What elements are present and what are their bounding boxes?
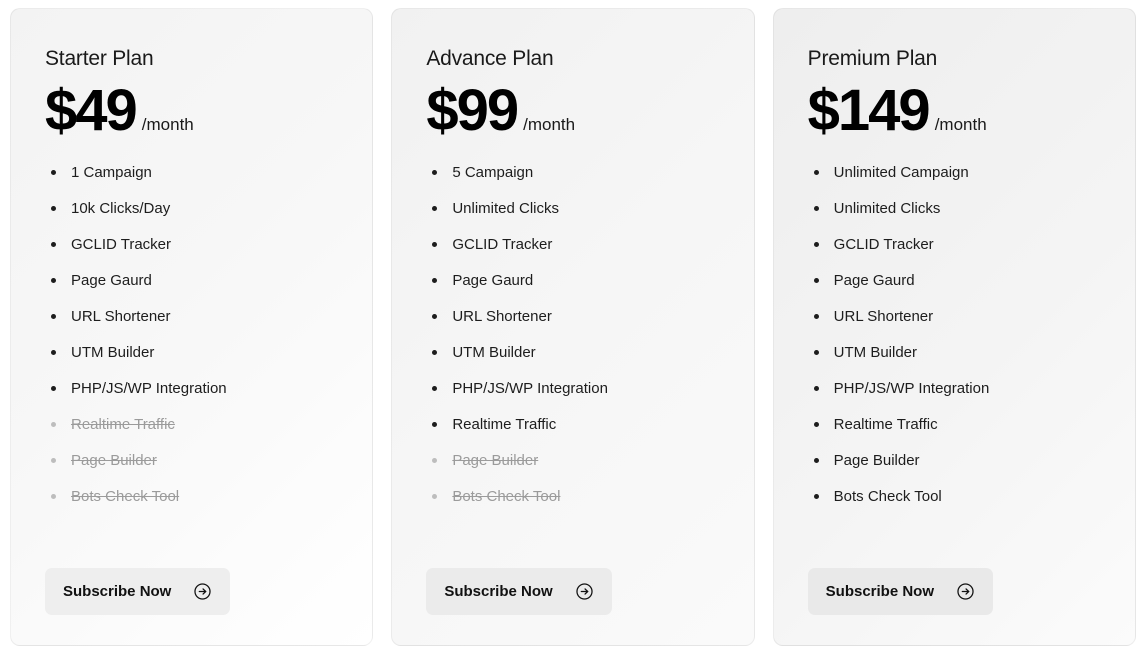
subscribe-button[interactable] xyxy=(45,568,230,615)
price-period: /month xyxy=(523,115,576,134)
feature-list xyxy=(808,164,1101,554)
feature-item: Unlimited Clicks xyxy=(426,200,719,218)
feature-item: Realtime Traffic xyxy=(426,416,719,434)
feature-item: PHP/JS/WP Integration xyxy=(45,380,338,398)
feature-list xyxy=(426,164,719,554)
feature-list xyxy=(45,164,338,554)
plan-price xyxy=(45,78,338,143)
feature-item-disabled: Page Builder xyxy=(426,452,719,470)
price-amount: $149 xyxy=(807,78,929,143)
feature-item: Realtime Traffic xyxy=(808,416,1101,434)
plan-name: Starter Plan xyxy=(45,47,154,70)
feature-item: URL Shortener xyxy=(426,308,719,326)
feature-item-disabled: Bots Check Tool xyxy=(426,488,719,506)
feature-item-disabled: Bots Check Tool xyxy=(45,488,338,506)
feature-item: 10k Clicks/Day xyxy=(45,200,338,218)
subscribe-button-label: Subscribe Now xyxy=(444,583,553,600)
feature-item: UTM Builder xyxy=(45,344,338,362)
feature-item: Unlimited Clicks xyxy=(808,200,1101,218)
feature-item: GCLID Tracker xyxy=(808,236,1101,254)
subscribe-button[interactable] xyxy=(426,568,611,615)
feature-item: 1 Campaign xyxy=(45,164,338,182)
feature-item: GCLID Tracker xyxy=(426,236,719,254)
arrow-right-circle-icon xyxy=(956,582,975,601)
subscribe-button[interactable] xyxy=(808,568,993,615)
feature-item-disabled: Page Builder xyxy=(45,452,338,470)
feature-item: Page Gaurd xyxy=(45,272,338,290)
feature-item: Page Builder xyxy=(808,452,1101,470)
feature-item: URL Shortener xyxy=(808,308,1101,326)
feature-item: UTM Builder xyxy=(808,344,1101,362)
plan-card-advance xyxy=(391,8,754,646)
feature-item: GCLID Tracker xyxy=(45,236,338,254)
plan-card-starter xyxy=(10,8,373,646)
feature-item: URL Shortener xyxy=(45,308,338,326)
plan-price xyxy=(807,78,1101,143)
feature-item: Unlimited Campaign xyxy=(808,164,1101,182)
feature-item: Bots Check Tool xyxy=(808,488,1101,506)
plan-card-premium xyxy=(773,8,1136,646)
feature-item: Page Gaurd xyxy=(808,272,1101,290)
price-amount: $49 xyxy=(45,78,136,143)
arrow-right-circle-icon xyxy=(575,582,594,601)
plan-name: Premium Plan xyxy=(807,47,938,70)
feature-item: PHP/JS/WP Integration xyxy=(808,380,1101,398)
feature-item: 5 Campaign xyxy=(426,164,719,182)
plan-name: Advance Plan xyxy=(426,47,554,70)
plan-price xyxy=(426,78,719,143)
arrow-right-circle-icon xyxy=(193,582,212,601)
feature-item-disabled: Realtime Traffic xyxy=(45,416,338,434)
price-amount: $99 xyxy=(426,78,518,143)
feature-item: Page Gaurd xyxy=(426,272,719,290)
price-period: /month xyxy=(934,115,987,134)
feature-item: PHP/JS/WP Integration xyxy=(426,380,719,398)
price-period: /month xyxy=(141,115,194,134)
subscribe-button-label: Subscribe Now xyxy=(63,583,172,600)
subscribe-button-label: Subscribe Now xyxy=(825,583,935,600)
feature-item: UTM Builder xyxy=(426,344,719,362)
